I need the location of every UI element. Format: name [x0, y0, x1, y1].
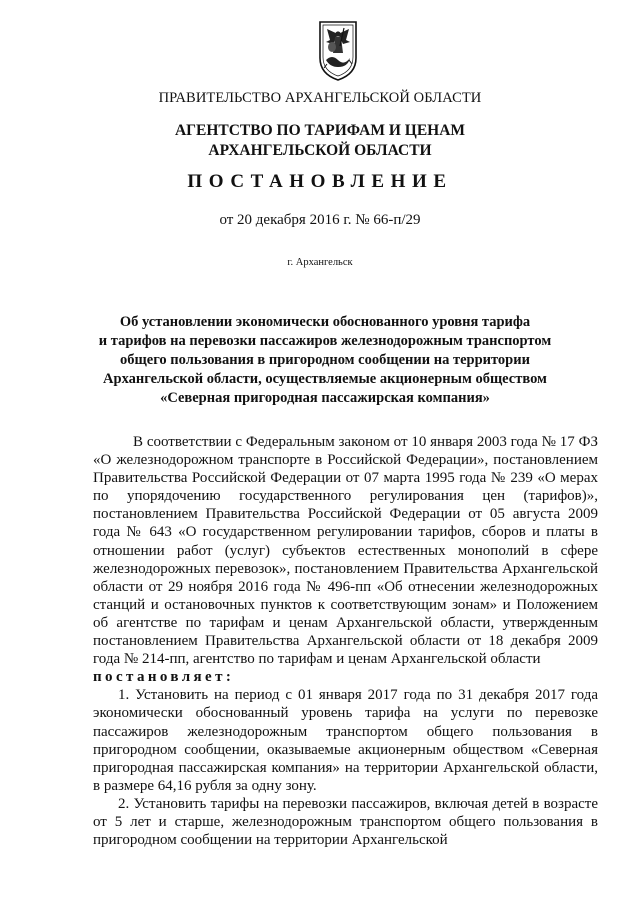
- subject-line: Архангельской области, осуществляемые акционерным обществом: [103, 371, 547, 387]
- agency-name-line: АГЕНТСТВО ПО ТАРИФАМ И ЦЕНАМ: [174, 122, 466, 139]
- item-2-paragraph: 2. Установить тарифы на перевозки пассажиров, включая детей в возрасте от 5 лет и старше, железнодорожным транспортом общего пользования в пригородном сообщении на территории Архангельской: [93, 795, 598, 849]
- document-city: г. Архангельск: [287, 257, 353, 268]
- preamble-paragraph: В соответствии с Федеральным законом от 10 января 2003 года № 17 ФЗ «О железнодорожном транспорте в Российской Федерации», постановлением Правительства Российской Федерации от 07 марта 1995 года № 239 «О мерах по упорядочению государственного регулирования цен (тарифов)», постановлением Правительства Российской Федерации от 05 августа 2009 года № 643 «О государственном регулировании тарифов, сборов и платы в отношении работ (услуг) субъектов естественных монополий в сфере железнодорожных перевозок», постановлением Правительства Архангельской области от 29 ноября 2016 года № 496-пп «Об отнесении железнодорожных станций и остановочных пунктов к соответствующим зонам» и Положением об агентстве по тарифам и ценам Архангельской области, утвержденным постановлением Правительства Архангельской области от 18 декабря 2009 года № 214-пп, агентство по тарифам и ценам Архангельской области: [93, 434, 598, 668]
- subject-line: «Северная пригородная пассажирская компания»: [160, 390, 490, 406]
- coat-of-arms-archangel-icon: [318, 20, 358, 82]
- agency-name-line: АРХАНГЕЛЬСКОЙ ОБЛАСТИ: [208, 142, 432, 159]
- document-subject: [90, 313, 560, 408]
- document-type-title: ПОСТАНОВЛЕНИЕ: [187, 171, 453, 192]
- subject-line: и тарифов на перевозки пассажиров железнодорожным транспортом: [98, 333, 552, 349]
- government-name: ПРАВИТЕЛЬСТВО АРХАНГЕЛЬСКОЙ ОБЛАСТИ: [158, 90, 482, 106]
- agency-name: [0, 121, 640, 161]
- subject-line: Об установлении экономически обоснованного уровня тарифа: [119, 314, 531, 330]
- item-1-paragraph: 1. Установить на период с 01 января 2017 года по 31 декабря 2017 года экономически обоснованный уровень тарифа на услуги по перевозке пассажиров железнодорожным транспортом общего пользования в пригородном сообщении, оказываемые акционерным обществом «Северная пригородная пассажирская компания» на территории Архангельской области, в размере 64,16 рубля за одну зону.: [93, 687, 598, 794]
- document-body: [93, 433, 598, 849]
- document-date-number: от 20 декабря 2016 г. № 66-п/29: [219, 212, 421, 228]
- resolves-word: постановляет:: [93, 669, 235, 686]
- subject-line: общего пользования в пригородном сообщении на территории: [120, 352, 530, 368]
